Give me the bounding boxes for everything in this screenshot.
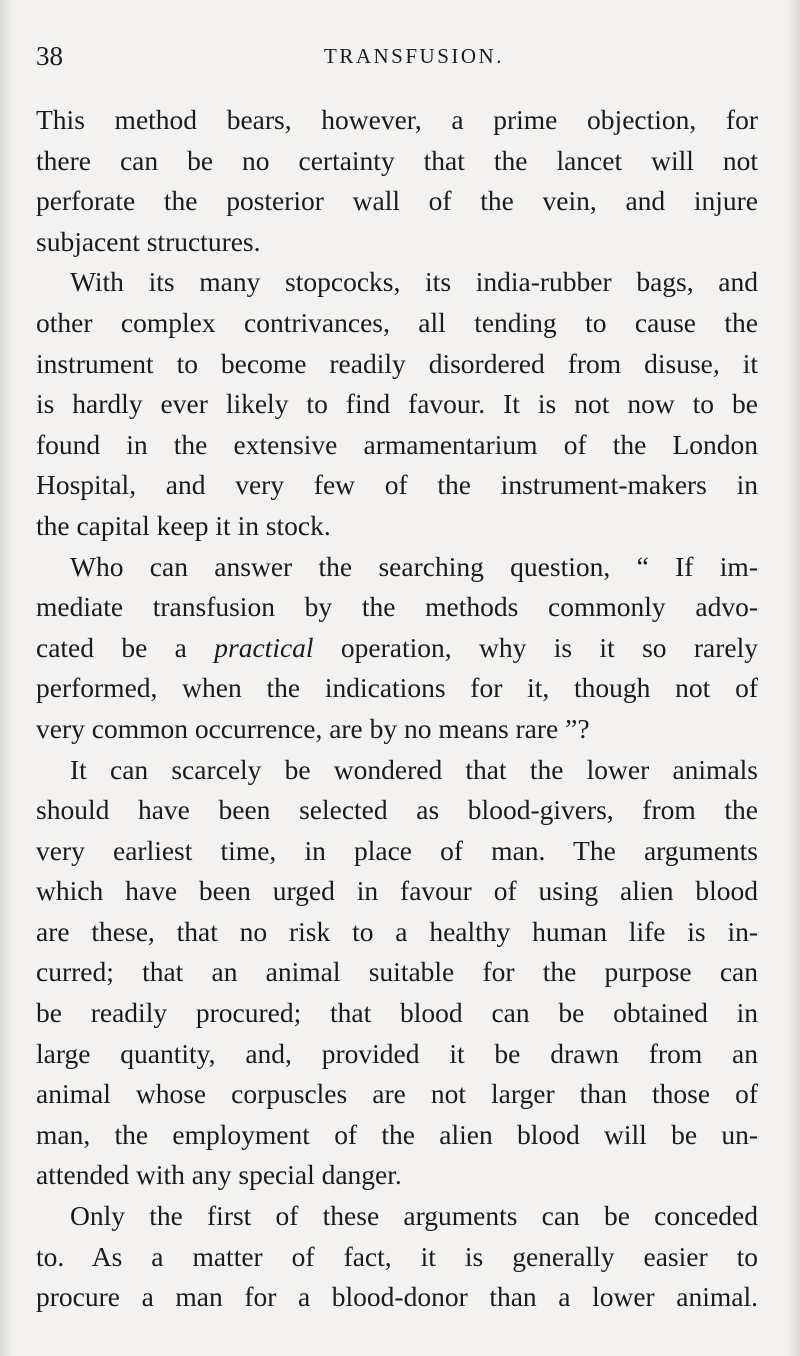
page-number: 38 — [36, 41, 63, 71]
text-line: animal whose corpuscles are not larger than those of — [36, 1078, 758, 1110]
text-line: the capital keep it in stock. — [36, 509, 331, 541]
text-line: should have been selected as blood-givers, from the — [36, 794, 758, 826]
text-line: curred; that an animal suitable for the purpose can — [36, 956, 758, 988]
italic-word: practical — [214, 631, 314, 663]
text-line: man, the employment of the alien blood will be un- — [36, 1118, 758, 1150]
text-line: mediate transfusion by the methods commonly advo- — [36, 591, 758, 623]
running-head — [36, 38, 758, 74]
text-line: be readily procured; that blood can be obtained in — [36, 997, 758, 1029]
body-text — [36, 100, 758, 1318]
paragraph — [36, 750, 758, 1197]
text-line: Who can answer the searching question, “ If im- — [70, 550, 758, 582]
running-title: TRANSFUSION. — [324, 44, 504, 68]
paragraph — [36, 547, 758, 750]
paragraph — [36, 262, 758, 546]
text-line: With its many stopcocks, its india-rubber bags, and — [70, 266, 758, 298]
text-line: instrument to become readily disordered from disuse, it — [36, 347, 758, 379]
text-line: perforate the posterior wall of the vein, and injure — [36, 185, 758, 217]
text-line: large quantity, and, provided it be drawn from an — [36, 1037, 758, 1069]
text-line: procure a man for a blood-donor than a lower animal. — [36, 1281, 758, 1313]
page-edge-left — [0, 0, 14, 1356]
text-line: found in the extensive armamentarium of the London — [36, 428, 758, 460]
text-segment: cated be a — [36, 631, 215, 663]
paragraph — [36, 1196, 758, 1318]
text-line: which have been urged in favour of using alien blood — [36, 875, 758, 907]
text-line: This method bears, however, a prime objection, for — [36, 104, 758, 135]
text-line: attended with any special danger. — [36, 1159, 402, 1191]
text-line-with-italic — [36, 628, 758, 669]
text-line: are these, that no risk to a healthy human life is in- — [36, 915, 758, 947]
text-line: It can scarcely be wondered that the lower animals — [70, 753, 758, 785]
paragraph — [36, 100, 758, 262]
text-line: subjacent structures. — [36, 225, 261, 257]
text-line: other complex contrivances, all tending to cause the — [36, 306, 758, 338]
text-line: there can be no certainty that the lancet will not — [36, 144, 758, 176]
text-line: very earliest time, in place of man. The arguments — [36, 834, 758, 866]
page-edge-right — [786, 0, 800, 1356]
text-line: performed, when the indications for it, though not of — [36, 672, 758, 704]
text-line: very common occurrence, are by no means rare ”? — [36, 712, 590, 744]
text-segment: operation, why is it so rarely — [313, 631, 759, 663]
text-line: Only the first of these arguments can be conceded — [70, 1200, 758, 1232]
text-line: Hospital, and very few of the instrument-makers in — [36, 469, 758, 501]
text-line: to. As a matter of fact, it is generally easier to — [36, 1240, 758, 1272]
text-line: is hardly ever likely to find favour. It is not now to be — [36, 388, 758, 420]
